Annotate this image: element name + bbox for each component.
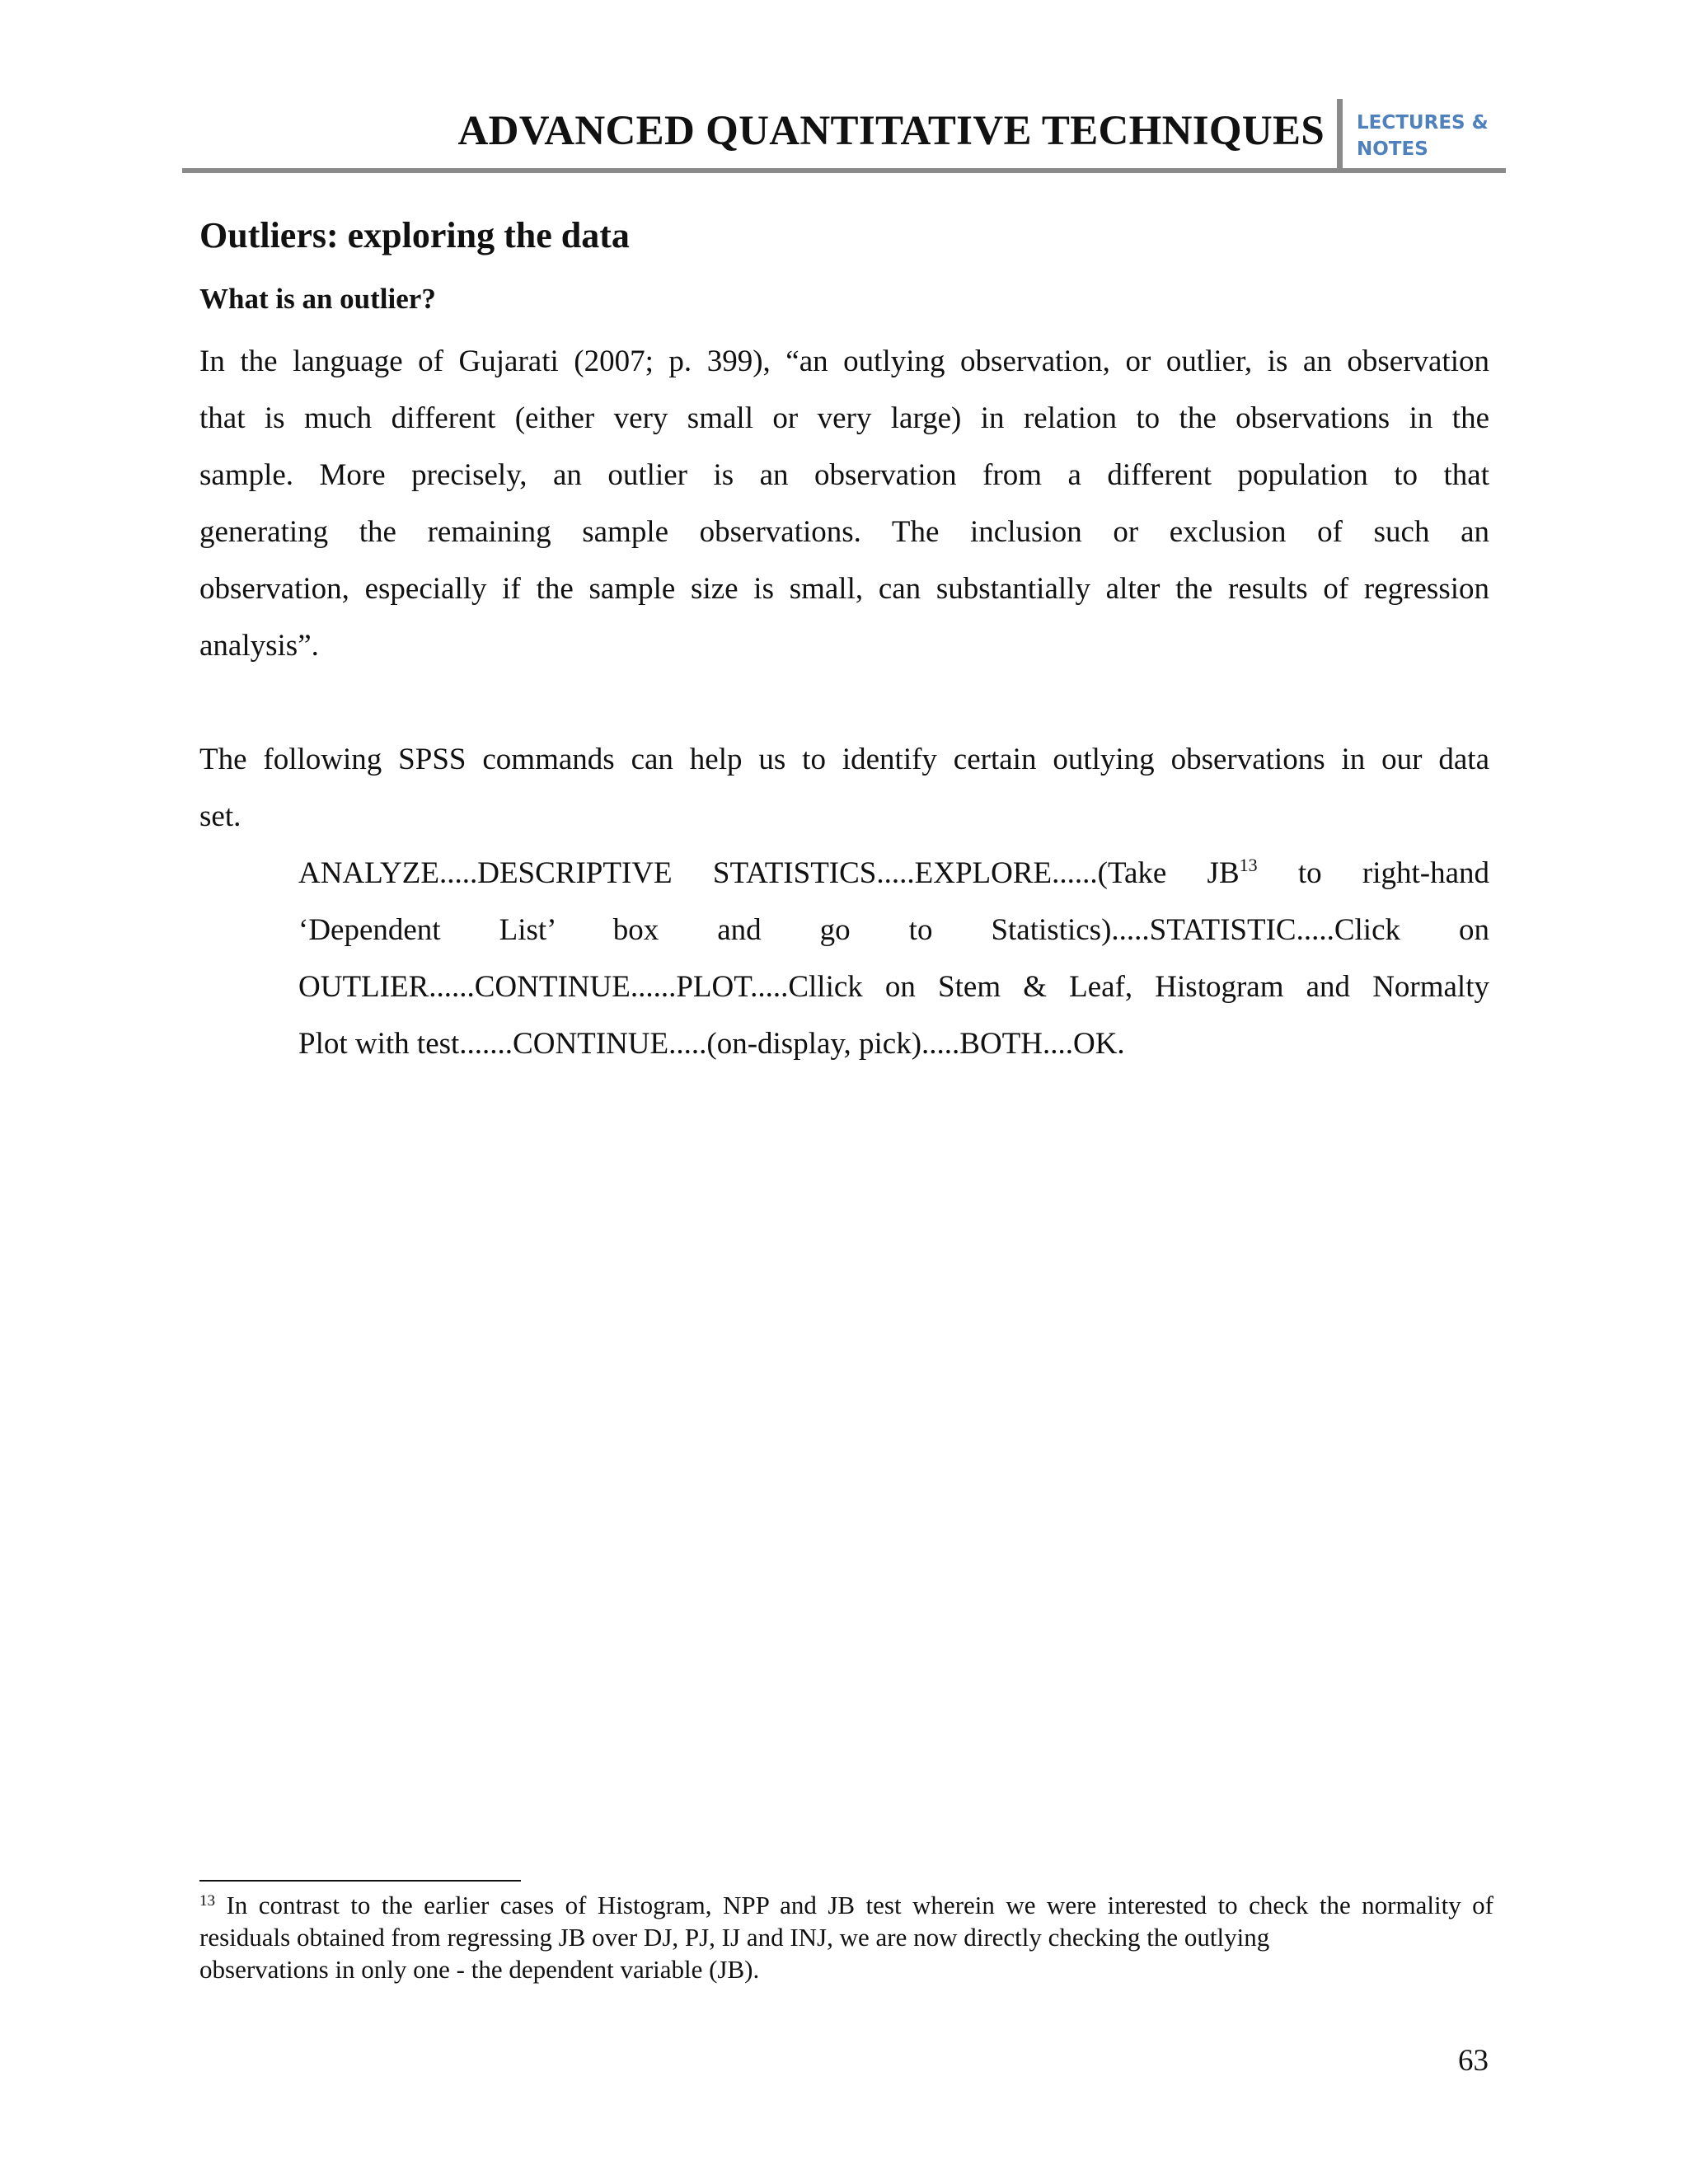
- footnote-line: observations in only one - the dependent variable (JB).: [199, 1955, 760, 1984]
- header-title: ADVANCED QUANTITATIVE TECHNIQUES: [457, 108, 1325, 154]
- header-subtitle: [1357, 110, 1505, 162]
- paragraph-line: sample. More precisely, an outlier is an observation from a different population to that: [199, 458, 1489, 492]
- command-line: [298, 845, 1489, 902]
- header-divider: [1337, 99, 1343, 171]
- paragraph-line: analysis”.: [199, 629, 319, 663]
- command-text: to right-hand: [1257, 856, 1489, 890]
- paragraph-line: In the language of Gujarati (2007; p. 399), “an outlying observation, or outlier, is an observation: [199, 344, 1489, 378]
- footnote-reference[interactable]: 13: [1239, 855, 1258, 875]
- footnote-line: residuals obtained from regressing JB over DJ, PJ, IJ and INJ, we are now directly checking the outlying: [199, 1923, 1270, 1952]
- footnote: [199, 1889, 1493, 1985]
- command-text: ANALYZE.....DESCRIPTIVE STATISTICS.....EXPLORE......(Take JB: [298, 856, 1240, 890]
- page-number: 63: [1458, 2044, 1489, 2078]
- command-line: Plot with test.......CONTINUE.....(on-display, pick).....BOTH....OK.: [298, 1027, 1125, 1061]
- header-subtitle-line2: NOTES: [1357, 138, 1428, 160]
- header-subtitle-line1: LECTURES &: [1357, 112, 1489, 134]
- paragraph-line: observation, especially if the sample size is small, can substantially alter the results of regression: [199, 572, 1489, 606]
- paragraph-spss-intro: [199, 731, 1489, 845]
- subsection-title: What is an outlier?: [199, 283, 436, 315]
- paragraph-line: The following SPSS commands can help us to identify certain outlying observations in our data: [199, 743, 1489, 776]
- command-line: ‘Dependent List’ box and go to Statistics).....STATISTIC.....Click on: [298, 913, 1489, 947]
- footnote-line: [199, 1889, 1493, 1921]
- header-rule: [182, 168, 1506, 173]
- paragraph-line: that is much different (either very small or very large) in relation to the observations in the: [199, 401, 1489, 435]
- footnote-number: 13: [199, 1892, 215, 1910]
- paragraph-definition: [199, 333, 1489, 674]
- paragraph-line: set.: [199, 799, 241, 833]
- spss-commands: [298, 845, 1489, 1072]
- footnote-text: In contrast to the earlier cases of Histogram, NPP and JB test wherein we were interested to check the normality of: [215, 1891, 1493, 1919]
- page-header: [182, 97, 1506, 173]
- paragraph-line: generating the remaining sample observations. The inclusion or exclusion of such an: [199, 515, 1489, 549]
- command-line: OUTLIER......CONTINUE......PLOT.....Cllick on Stem & Leaf, Histogram and Normalty: [298, 970, 1489, 1004]
- footnote-separator: [199, 1880, 521, 1882]
- section-title: Outliers: exploring the data: [199, 215, 630, 255]
